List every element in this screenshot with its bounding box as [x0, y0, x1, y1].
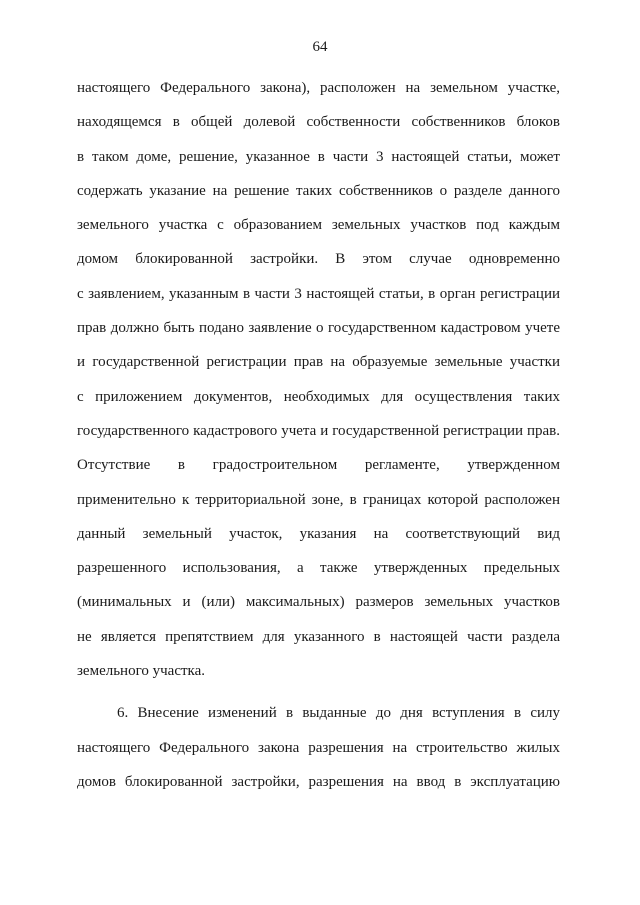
text-line: прав должно быть подано заявление о государственном кадастровом учете	[77, 320, 560, 337]
text-line: настоящего Федерального закона), расположен на земельном участке,	[77, 80, 560, 96]
text-line: государственного кадастрового учета и государственной регистрации прав.	[77, 422, 560, 439]
text-line: не является препятствием для указанного в настоящей части раздела	[77, 628, 560, 645]
text-line: данный земельный участок, указания на соответствующий вид	[77, 525, 560, 542]
text-line: в таком доме, решение, указанное в части 3 настоящей статьи, может	[77, 148, 560, 165]
page-number: 64	[312, 39, 328, 55]
document-body	[77, 71, 560, 799]
text-line: применительно к территориальной зоне, в границах которой расположен	[77, 491, 560, 508]
text-line: находящемся в общей долевой собственности собственников блоков	[77, 114, 560, 131]
text-line: (минимальных и (или) максимальных) размеров земельных участков	[77, 594, 560, 611]
paragraph-continuation	[77, 71, 560, 688]
paragraph-gap	[77, 688, 560, 696]
text-line: настоящего Федерального закона разрешения на строительство жилых	[77, 739, 560, 756]
text-line: земельного участка.	[77, 663, 205, 680]
text-line: 6. Внесение изменений в выданные до дня вступления в силу	[117, 705, 560, 722]
text-line: Отсутствие в градостроительном регламенте, утвержденном	[77, 457, 560, 474]
text-line: домом блокированной застройки. В этом случае одновременно	[77, 251, 560, 268]
text-line: домов блокированной застройки, разрешения на ввод в эксплуатацию	[77, 773, 560, 790]
text-line: земельного участка с образованием земельных участков под каждым	[77, 217, 560, 234]
text-line: с заявлением, указанным в части 3 настоящей статьи, в орган регистрации	[77, 285, 560, 302]
text-line: разрешенного использования, а также утвержденных предельных	[77, 560, 560, 577]
text-line: с приложением документов, необходимых для осуществления таких	[77, 388, 560, 405]
text-line: содержать указание на решение таких собственников о разделе данного	[77, 182, 560, 199]
text-line: и государственной регистрации прав на образуемые земельные участки	[77, 354, 560, 371]
paragraph-item-6	[77, 696, 560, 799]
